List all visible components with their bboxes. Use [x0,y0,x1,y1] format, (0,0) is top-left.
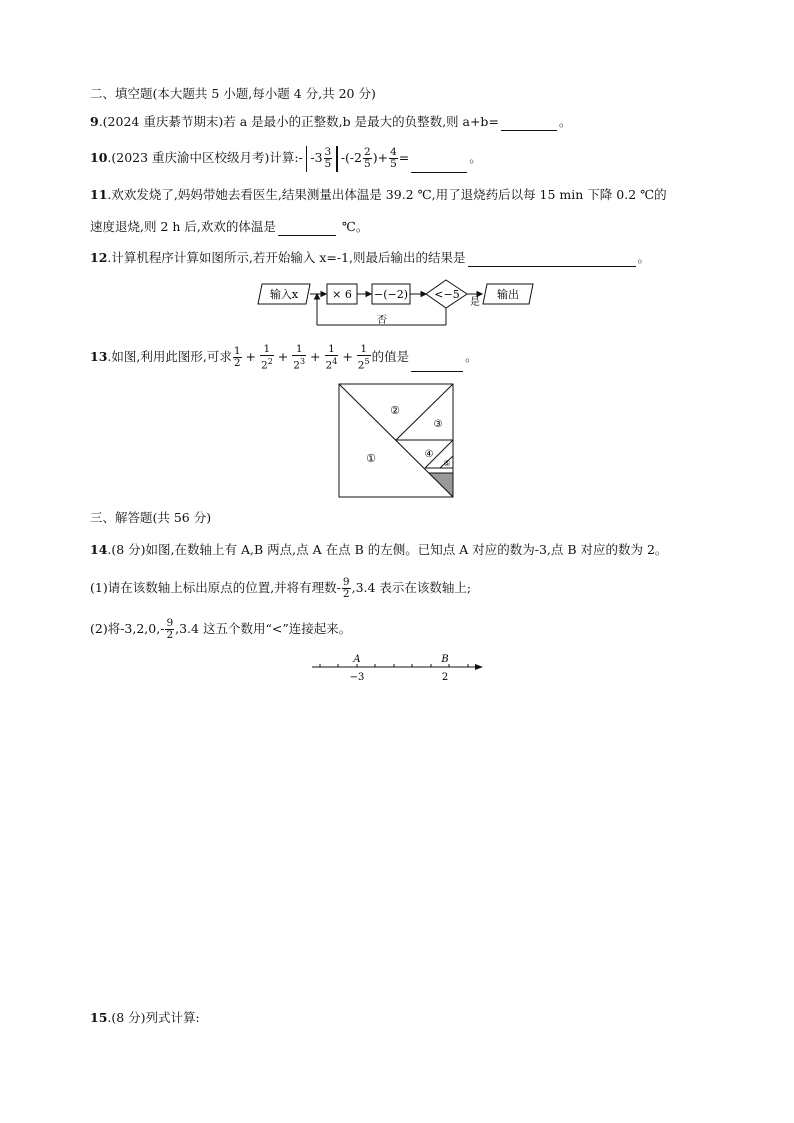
flow-condition-label: <−5 [434,288,460,301]
question-end: 。 [469,150,482,165]
flowchart [255,279,540,331]
question-11-line2 [90,218,368,236]
question-text: (1)请在该数轴上标出原点的位置,并将有理数- [90,580,341,595]
question-end: 。 [465,349,478,364]
fraction: $\frac{9}{2}$ [166,617,174,641]
question-text: .(2023 重庆渝中区校级月考)计算:- [107,150,303,165]
flow-input-label: 输入x [269,288,299,301]
question-number: 13 [90,349,108,364]
equals: = [398,150,410,165]
question-number: 9 [90,114,99,129]
fraction: $\frac{1}{2^2}$ [261,342,273,372]
number-line [308,650,488,686]
fraction: $\frac{1}{2^5}$ [357,342,370,372]
plus: + [342,349,353,364]
region-3-label: ③ [433,419,443,430]
expr-part: )+ [372,150,389,165]
plus: + [277,349,289,364]
question-text: .欢欢发烧了,妈妈带她去看医生,结果测量出体温是 39.2 ℃,用了退烧药后以每 15 min 下降 0.2 ℃的 [107,187,667,202]
answer-blank[interactable] [468,253,636,267]
question-number: 14 [90,542,108,557]
point-a-label: A [353,654,361,665]
answer-blank[interactable] [411,159,467,173]
abs-bar-left [306,146,308,172]
question-14-part1 [90,573,471,603]
point-a-value: −3 [349,672,365,683]
answer-blank[interactable] [411,358,463,372]
flow-yes-label: 是 [470,297,480,308]
fraction: $\frac{2}{5}$ [364,146,371,170]
flow-subtract-label: −(−2) [373,288,409,301]
question-12 [90,249,650,267]
region-1-label: ① [366,452,376,465]
question-text: (2)将-3,2,0,- [90,621,165,636]
question-number: 10 [90,150,108,165]
question-15 [90,1009,200,1027]
question-text: .如图,利用此图形,可求 [107,349,232,364]
expr-part: -(-2 [340,150,363,165]
mixed-int: -3 [310,150,323,165]
plus: + [245,349,256,364]
question-text: .(8 分)如图,在数轴上有 A,B 两点,点 A 在点 B 的左侧。已知点 A 对应的数为-3,点 B 对应的数为 2。 [107,542,668,557]
abs-bar-right [336,146,338,172]
flow-output-label: 输出 [497,288,519,301]
flow-multiply-label: × 6 [332,288,352,301]
section3-heading: 三、解答题(共 56 分) [90,510,212,525]
question-number: 12 [90,250,108,265]
question-9 [90,113,571,131]
question-text: .(2024 重庆綦节期末)若 a 是最小的正整数,b 是最大的负整数,则 a+b= [98,114,499,129]
question-text: .计算机程序计算如图所示,若开始输入 x=-1,则最后输出的结果是 [107,250,466,265]
region-4-label: ④ [424,449,434,460]
question-text: ,3.4 表示在该数轴上; [351,580,472,595]
question-10 [90,143,482,173]
square-figure [337,382,457,500]
fraction: $\frac{1}{2^4}$ [325,342,338,372]
flow-no-label: 否 [377,315,387,326]
question-13 [90,342,478,372]
fraction: $\frac{1}{2^3}$ [293,342,306,372]
answer-blank[interactable] [501,117,557,131]
question-number: 15 [90,1010,108,1025]
question-end: 。 [558,114,572,129]
fraction: $\frac{9}{2}$ [342,576,350,600]
section2-heading: 二、填空题(本大题共 5 小题,每小题 4 分,共 20 分) [90,86,376,101]
question-end: 。 [637,250,651,265]
fraction: $\frac{1}{2}$ [233,345,241,369]
point-b-label: B [441,654,449,665]
question-text: ,3.4 这五个数用“<”连接起来。 [175,621,352,636]
region-2-label: ② [390,404,400,417]
question-number: 11 [90,187,108,202]
question-14 [90,541,667,559]
question-text: 的值是 [371,349,410,364]
point-b-value: 2 [441,672,449,683]
question-text: .(8 分)列式计算: [107,1010,200,1025]
unit: ℃。 [341,219,369,234]
question-11-line1 [90,186,667,204]
answer-blank[interactable] [278,222,336,236]
plus: + [310,349,321,364]
question-14-part2 [90,614,351,644]
question-text: 速度退烧,则 2 h 后,欢欢的体温是 [90,219,276,234]
fraction: $\frac{4}{5}$ [390,146,397,170]
region-5-label: ⑤ [443,459,451,468]
fraction: $\frac{3}{5}$ [324,146,332,170]
